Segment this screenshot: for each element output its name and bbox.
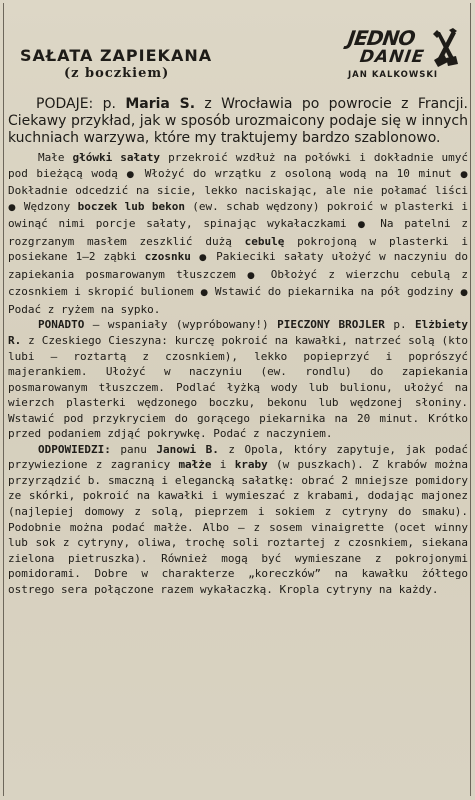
odpowiedzi-text-a: panu (110, 442, 157, 456)
recipe-step-3: Dokładnie odcedzić na sicie, lekko naciskając, ale nie połamać liści (8, 184, 468, 198)
recipe-step-5c: pokrojoną w plasterki i posiekane 1–2 ząbki (8, 234, 468, 264)
recipe-subtitle: (z boczkiem) (64, 66, 170, 81)
bullet-dot: ● (460, 169, 468, 180)
recipe-ingredient-onion: cebulę (244, 234, 285, 248)
odpowiedzi-text-e: i (211, 458, 235, 472)
bullet-dot: ● (198, 253, 209, 264)
recipe-step-4a: Wędzony (16, 199, 78, 213)
recipe-step-2: Włożyć do wrzątku z osoloną wodą na 10 minut (136, 166, 461, 180)
reader-name: Maria S. (125, 96, 196, 112)
recipe-step-5a: Na patelni z rozgrzanym masłem zeszklić dużą (8, 217, 468, 248)
ponadto-text-e: z Czeskiego Cieszyna: kurczę pokroić na kawałki, natrzeć solą (kto lubi — roztartą z czosnkiem), lekko popieprzyć i poprószyć majerankiem. Ułożyć w naczyniu (ew. rondlu) do zapiekania posmarowanym tłuszczem. Podlać łyżką wody lub bulionu, ułożyć na wierzch plasterki wędzonego boczku, bekonu lub wędzonej słoniny. Wstawić pod przykryciem do gorącego piekarnika na 20 minut. Krótko przed podaniem zdjąć pokrywkę. Podać z naczyniem. (8, 334, 468, 441)
bullet-dot: ● (357, 220, 370, 231)
chef-knife-fork-icon (430, 28, 460, 68)
recipe-paragraph (8, 150, 468, 317)
recipe-step-8: Wstawić do piekarnika na pół godziny (208, 285, 461, 299)
odpowiedzi-text-c: z Opola, który zapytuje, jak podać przywiezione z zagranicy (8, 442, 468, 472)
article-body (8, 96, 468, 796)
ponadto-reader-name: Elżbiety R. (8, 318, 468, 348)
ponadto-text-a: — wspaniały (wypróbowany!) (84, 318, 278, 332)
recipe-ingredient-garlic: czosnku (144, 250, 191, 264)
odpowiedzi-text-g: (w puszkach). Z krabów można przyrządzić b. smaczną i elegancką sałatkę: obrać 2 mniejsze pomidory ze skórki, pokroić na kawałki i wymieszać z krabami, dodając majonez (najlepiej domowy z solą, pieprzem i sokiem z cytryny do smaku). Podobnie można podać małże. Albo — z sosem vinaigrette (ocet winny lub sok z cytryny, oliwa, trochę soli roztartej z czosnkiem, siekana zielona pietruszka). Również mogą być wymieszane z pokrojonymi pomidorami. Dobre w charakterze „koreczków” na kawałku żółtego ostrego sera połączone razem wykałaczką. Kropla cytryny na każdy. (8, 458, 468, 596)
intro-text: p. (93, 96, 126, 112)
recipe-step-1c: przekroić wzdłuż na połówki i dokładnie umyć pod bieżącą wodą (8, 151, 468, 180)
recipe-step-4c: (ew. schab wędzony) pokroić w plasterki i owinąć nimi porcje sałaty, spinając wykałaczkami (8, 199, 468, 231)
ponadto-dish-name: PIECZONY BROJLER (277, 318, 385, 332)
recipe-step-7: Obłożyć z wierzchu cebulą z czosnkiem i skropić bulionem (8, 267, 468, 299)
column-logo (344, 26, 462, 90)
odpowiedzi-mussels: małże (178, 458, 212, 472)
odpowiedzi-reader-name: Janowi B. (156, 442, 219, 456)
recipe-step-1a: Małe (38, 151, 73, 164)
bullet-dot: ● (200, 288, 209, 299)
odpowiedzi-crabs: kraby (234, 458, 268, 472)
intro-rest: z Wrocławia po powrocie z Francji. Ciekawy przykład, jak w sposób urozmaicony podaje się w innych kuchniach warzywa, które my traktujemy bardzo szablonowo. (8, 96, 468, 146)
intro-lead: PODAJE: (36, 96, 94, 112)
recipe-ingredient-bacon: boczek lub bekon (77, 199, 185, 213)
recipe-step-6: Pakieciki sałaty ułożyć w naczyniu do zapiekania posmarowanym tłuszczem (8, 250, 468, 281)
bullet-dot: ● (8, 202, 17, 213)
header (0, 0, 475, 100)
intro-paragraph (8, 96, 468, 147)
logo-line-1: JEDNO (346, 26, 417, 50)
odpowiedzi-lead: ODPOWIEDZI: (38, 442, 111, 456)
ponadto-lead: PONADTO (38, 318, 85, 332)
bullet-dot: ● (247, 270, 260, 281)
ponadto-text-c: p. (384, 318, 416, 332)
odpowiedzi-paragraph (8, 442, 468, 597)
ponadto-paragraph (8, 317, 468, 441)
bullet-dot: ● (460, 288, 468, 299)
logo-author: JAN KALKOWSKI (348, 70, 439, 80)
logo-line-2: DANIE (358, 47, 426, 67)
recipe-step-9: Podać z ryżem na sypko. (8, 302, 161, 316)
recipe-title: SAŁATA ZAPIEKANA (20, 46, 213, 65)
bullet-dot: ● (126, 169, 137, 180)
recipe-ingredient-salad: główki sałaty (72, 151, 161, 164)
